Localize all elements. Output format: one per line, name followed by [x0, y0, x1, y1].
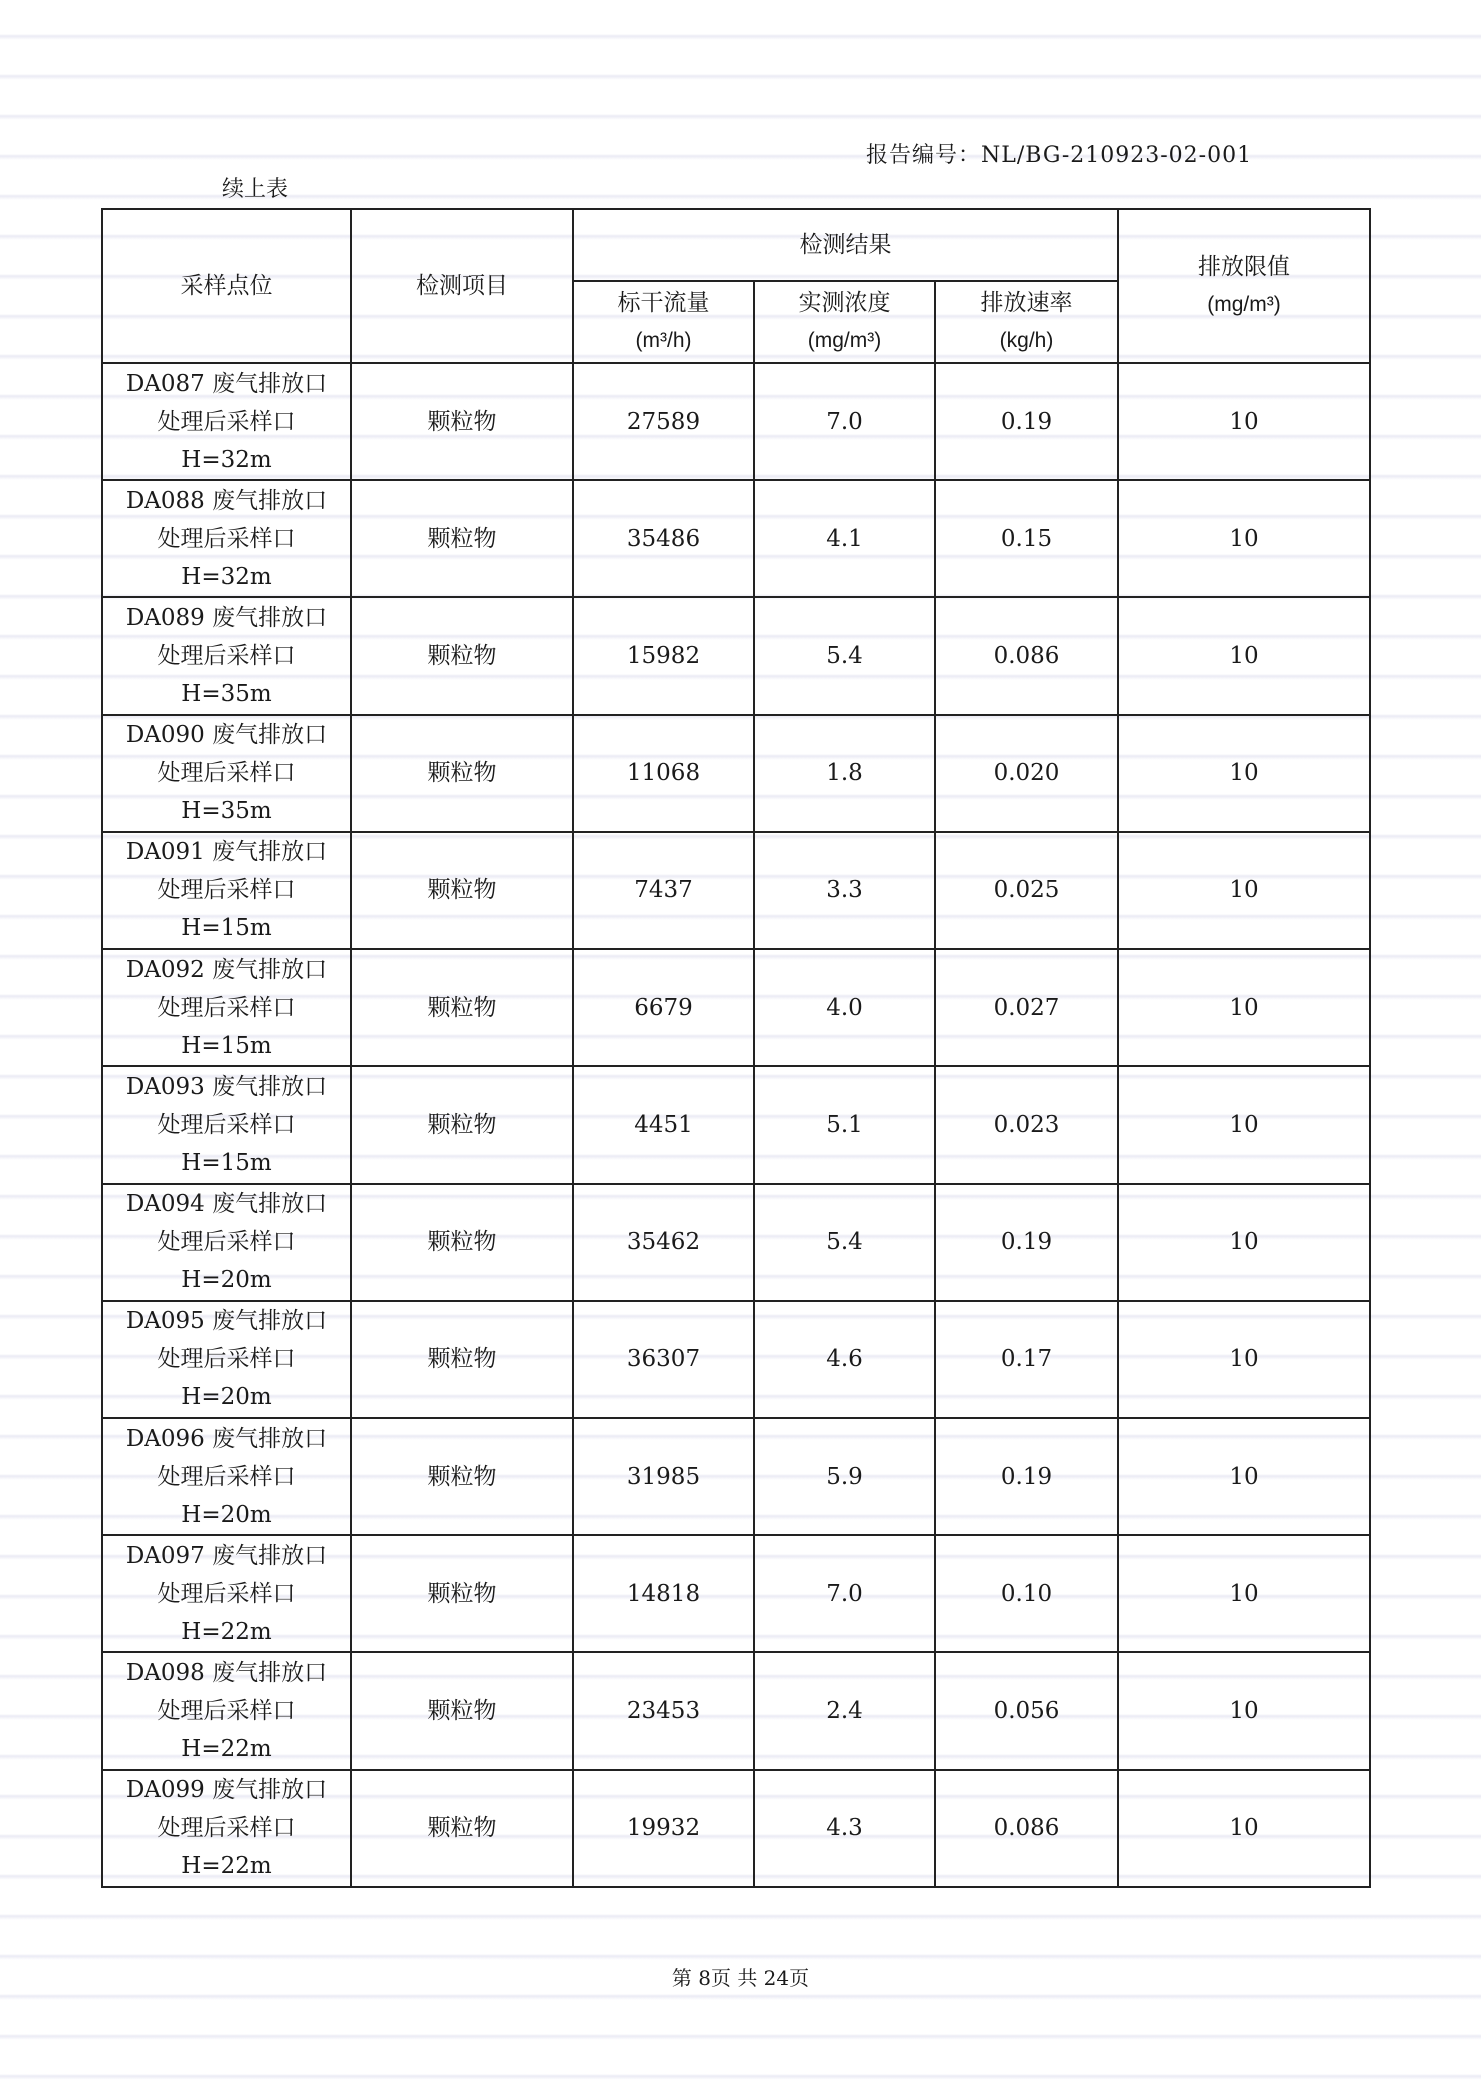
flow-value: 36307 — [573, 1301, 754, 1418]
emission-rate-value: 0.025 — [935, 832, 1118, 949]
test-item: 颗粒物 — [351, 363, 573, 480]
emission-rate-value: 0.17 — [935, 1301, 1118, 1418]
emission-rate-value: 0.19 — [935, 1184, 1118, 1301]
table-row — [102, 1301, 1370, 1418]
flow-value: 6679 — [573, 949, 754, 1066]
table-row — [102, 1066, 1370, 1183]
location-port: 处理后采样口 — [157, 408, 296, 435]
emission-rate-value: 0.15 — [935, 480, 1118, 597]
location-height: H=22m — [181, 1618, 272, 1645]
location-port: 处理后采样口 — [157, 760, 296, 787]
table-row — [102, 363, 1370, 480]
location-height: H=32m — [181, 446, 272, 473]
test-item: 颗粒物 — [351, 1770, 573, 1887]
emission-rate-value: 0.027 — [935, 949, 1118, 1066]
header-limit-unit: (mg/m³) — [1207, 293, 1281, 316]
concentration-value: 3.3 — [754, 832, 935, 949]
table-row — [102, 1770, 1370, 1887]
emission-limit-value: 10 — [1118, 363, 1370, 480]
location-outlet: DA091 废气排放口 — [125, 839, 328, 866]
emission-rate-value: 0.19 — [935, 1418, 1118, 1535]
location-port: 处理后采样口 — [157, 877, 296, 904]
sampling-location — [102, 363, 351, 480]
table-row — [102, 1652, 1370, 1769]
sampling-location — [102, 832, 351, 949]
results-table-body — [102, 363, 1370, 1887]
header-concentration-label: 实测浓度 — [798, 290, 891, 316]
concentration-value: 4.0 — [754, 949, 935, 1066]
header-rate — [935, 281, 1118, 363]
continued-label: 续上表 — [222, 177, 289, 202]
flow-value: 31985 — [573, 1418, 754, 1535]
flow-value: 19932 — [573, 1770, 754, 1887]
location-height: H=35m — [181, 681, 272, 708]
emission-rate-value: 0.086 — [935, 597, 1118, 714]
location-outlet: DA095 废气排放口 — [125, 1308, 328, 1335]
concentration-value: 4.6 — [754, 1301, 935, 1418]
emission-limit-value: 10 — [1118, 1066, 1370, 1183]
header-flow-unit: (m³/h) — [635, 329, 692, 352]
location-outlet: DA090 废气排放口 — [125, 722, 328, 749]
table-row — [102, 1535, 1370, 1652]
emission-limit-value: 10 — [1118, 597, 1370, 714]
flow-value: 35462 — [573, 1184, 754, 1301]
emission-rate-value: 0.086 — [935, 1770, 1118, 1887]
test-item: 颗粒物 — [351, 832, 573, 949]
table-row — [102, 1184, 1370, 1301]
location-height: H=22m — [181, 1853, 272, 1880]
sampling-location — [102, 1066, 351, 1183]
location-outlet: DA093 废气排放口 — [125, 1073, 328, 1100]
location-height: H=15m — [181, 915, 272, 942]
header-flow — [573, 281, 754, 363]
emission-rate-value: 0.056 — [935, 1652, 1118, 1769]
emission-limit-value: 10 — [1118, 832, 1370, 949]
header-concentration-unit: (mg/m³) — [807, 329, 882, 352]
emission-rate-value: 0.023 — [935, 1066, 1118, 1183]
location-outlet: DA087 废气排放口 — [125, 370, 328, 397]
concentration-value: 7.0 — [754, 1535, 935, 1652]
location-port: 处理后采样口 — [157, 1580, 296, 1607]
emission-limit-value: 10 — [1118, 480, 1370, 597]
concentration-value: 4.1 — [754, 480, 935, 597]
test-item: 颗粒物 — [351, 1066, 573, 1183]
location-outlet: DA092 废气排放口 — [125, 956, 328, 983]
location-outlet: DA097 废气排放口 — [125, 1542, 328, 1569]
sampling-location — [102, 1184, 351, 1301]
location-height: H=20m — [181, 1267, 272, 1294]
location-outlet: DA089 废气排放口 — [125, 605, 328, 632]
emission-limit-value: 10 — [1118, 1184, 1370, 1301]
location-height: H=35m — [181, 798, 272, 825]
header-limit — [1118, 209, 1370, 363]
sampling-location — [102, 480, 351, 597]
concentration-value: 1.8 — [754, 715, 935, 832]
location-outlet: DA099 废气排放口 — [125, 1777, 328, 1804]
report-number: 报告编号：NL/BG-210923-02-001 — [866, 143, 1253, 168]
table-row — [102, 597, 1370, 714]
emission-limit-value: 10 — [1118, 1652, 1370, 1769]
location-port: 处理后采样口 — [157, 1346, 296, 1373]
concentration-value: 2.4 — [754, 1652, 935, 1769]
emission-limit-value: 10 — [1118, 1301, 1370, 1418]
location-height: H=32m — [181, 563, 272, 590]
location-port: 处理后采样口 — [157, 1111, 296, 1138]
location-port: 处理后采样口 — [157, 525, 296, 552]
test-item: 颗粒物 — [351, 715, 573, 832]
table-row — [102, 1418, 1370, 1535]
test-item: 颗粒物 — [351, 1652, 573, 1769]
concentration-value: 5.9 — [754, 1418, 935, 1535]
flow-value: 27589 — [573, 363, 754, 480]
test-item: 颗粒物 — [351, 1184, 573, 1301]
header-results-group: 检测结果 — [573, 209, 1118, 281]
location-height: H=22m — [181, 1736, 272, 1763]
table-row — [102, 949, 1370, 1066]
location-port: 处理后采样口 — [157, 994, 296, 1021]
test-item: 颗粒物 — [351, 480, 573, 597]
location-port: 处理后采样口 — [157, 643, 296, 670]
test-item: 颗粒物 — [351, 949, 573, 1066]
emission-limit-value: 10 — [1118, 1418, 1370, 1535]
location-height: H=20m — [181, 1501, 272, 1528]
sampling-location — [102, 1418, 351, 1535]
concentration-value: 4.3 — [754, 1770, 935, 1887]
location-port: 处理后采样口 — [157, 1698, 296, 1725]
flow-value: 4451 — [573, 1066, 754, 1183]
sampling-location — [102, 949, 351, 1066]
location-height: H=20m — [181, 1384, 272, 1411]
test-item: 颗粒物 — [351, 1301, 573, 1418]
header-item: 检测项目 — [351, 209, 573, 363]
test-item: 颗粒物 — [351, 1418, 573, 1535]
location-outlet: DA088 废气排放口 — [125, 487, 328, 514]
test-item: 颗粒物 — [351, 1535, 573, 1652]
location-outlet: DA096 废气排放口 — [125, 1425, 328, 1452]
sampling-location — [102, 1770, 351, 1887]
emission-limit-value: 10 — [1118, 949, 1370, 1066]
flow-value: 15982 — [573, 597, 754, 714]
header-rate-label: 排放速率 — [980, 290, 1073, 316]
test-item: 颗粒物 — [351, 597, 573, 714]
location-outlet: DA098 废气排放口 — [125, 1660, 328, 1687]
table-row — [102, 715, 1370, 832]
emission-limit-value: 10 — [1118, 1770, 1370, 1887]
emission-rate-value: 0.19 — [935, 363, 1118, 480]
table-row — [102, 832, 1370, 949]
location-port: 处理后采样口 — [157, 1229, 296, 1256]
emission-rate-value: 0.10 — [935, 1535, 1118, 1652]
sampling-location — [102, 1301, 351, 1418]
concentration-value: 5.1 — [754, 1066, 935, 1183]
header-rate-unit: (kg/h) — [999, 329, 1054, 352]
sampling-location — [102, 1535, 351, 1652]
results-table — [101, 208, 1371, 1888]
location-port: 处理后采样口 — [157, 1815, 296, 1842]
header-location: 采样点位 — [102, 209, 351, 363]
emission-limit-value: 10 — [1118, 1535, 1370, 1652]
header-concentration — [754, 281, 935, 363]
header-limit-label: 排放限值 — [1198, 254, 1291, 280]
sampling-location — [102, 1652, 351, 1769]
page-number: 第 8页 共 24页 — [671, 1966, 810, 1990]
flow-value: 11068 — [573, 715, 754, 832]
emission-rate-value: 0.020 — [935, 715, 1118, 832]
flow-value: 35486 — [573, 480, 754, 597]
flow-value: 14818 — [573, 1535, 754, 1652]
table-row — [102, 480, 1370, 597]
location-height: H=15m — [181, 1032, 272, 1059]
location-outlet: DA094 废气排放口 — [125, 1191, 328, 1218]
concentration-value: 7.0 — [754, 363, 935, 480]
location-height: H=15m — [181, 1149, 272, 1176]
header-flow-label: 标干流量 — [617, 290, 710, 316]
emission-limit-value: 10 — [1118, 715, 1370, 832]
flow-value: 7437 — [573, 832, 754, 949]
concentration-value: 5.4 — [754, 597, 935, 714]
flow-value: 23453 — [573, 1652, 754, 1769]
location-port: 处理后采样口 — [157, 1463, 296, 1490]
sampling-location — [102, 715, 351, 832]
sampling-location — [102, 597, 351, 714]
concentration-value: 5.4 — [754, 1184, 935, 1301]
